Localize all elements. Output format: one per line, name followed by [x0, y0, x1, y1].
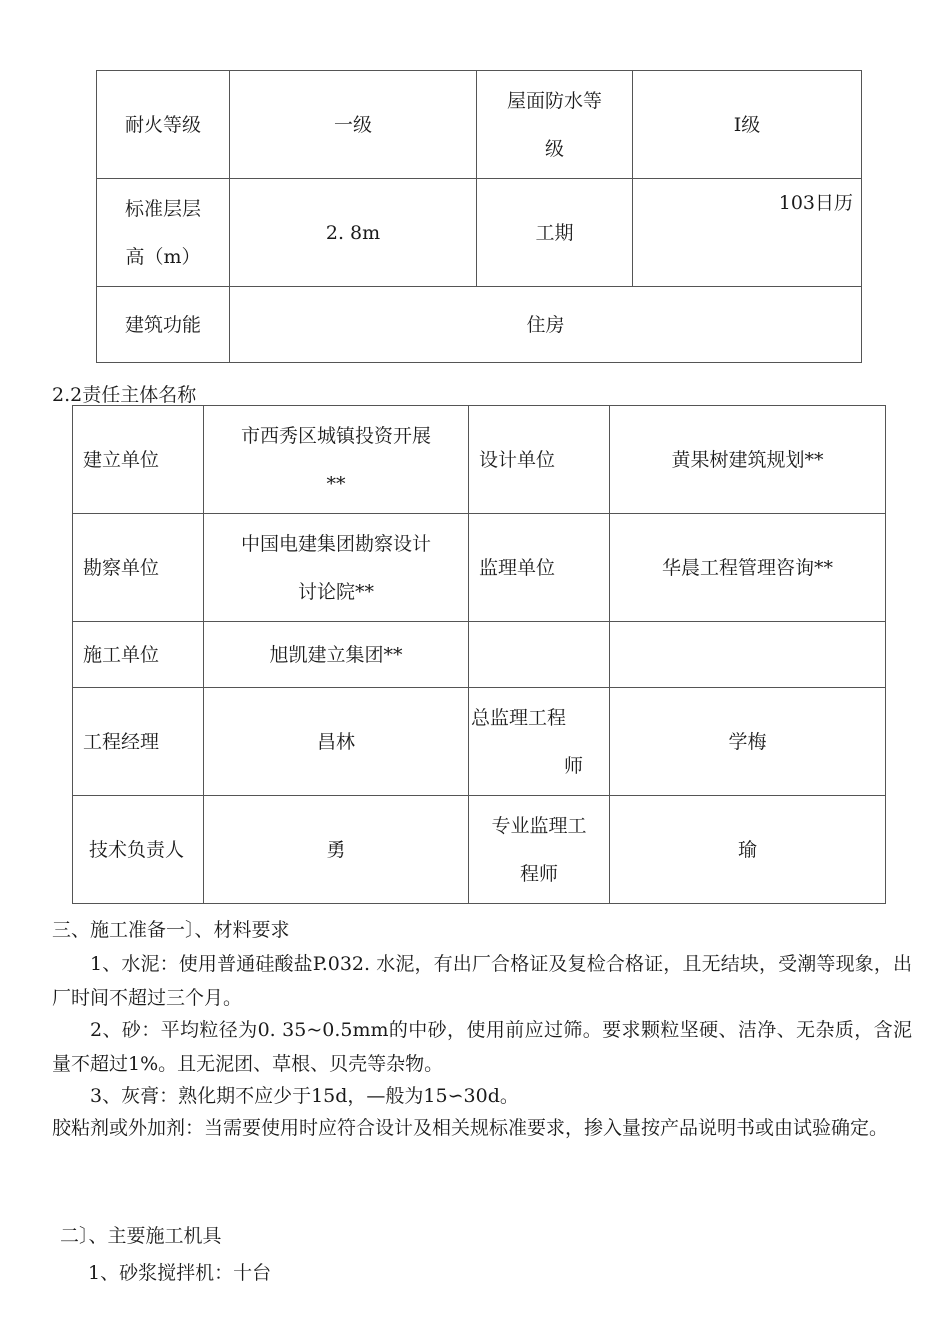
- table-cell: 瑜: [610, 796, 886, 904]
- responsible-parties-table: [72, 405, 886, 904]
- table-row: [73, 622, 886, 688]
- table-row: [73, 406, 886, 514]
- table-cell: 施工单位: [73, 622, 204, 688]
- table-cell: 技术负责人: [73, 796, 204, 904]
- cell-line: 屋面防水等: [506, 89, 602, 112]
- table-cell: 住房: [230, 287, 862, 363]
- table-cell: [204, 406, 469, 514]
- table-row: [73, 688, 886, 796]
- cell-line: 师: [563, 754, 583, 777]
- table-cell: 耐火等级: [97, 71, 230, 179]
- cell-line: 专业监理工: [491, 814, 587, 837]
- building-info-table: [96, 70, 862, 363]
- section-heading: 2.2责任主体名称: [52, 384, 197, 406]
- table-cell: 工期: [477, 179, 633, 287]
- table-row: [73, 514, 886, 622]
- table-row: [97, 287, 862, 363]
- table-cell: [469, 688, 610, 796]
- table-row: [97, 179, 862, 287]
- table-cell: Ⅰ级: [633, 71, 862, 179]
- table-cell: 勇: [204, 796, 469, 904]
- table-cell: [204, 514, 469, 622]
- paragraph: 胶粘剂或外加剂：当需要使用时应符合设计及相关规标准要求，掺入量按产品说明书或由试验确定。: [52, 1117, 889, 1139]
- cell-line: 市西秀区城镇投资开展: [240, 424, 431, 447]
- table-cell: [469, 796, 610, 904]
- table-cell: 建筑功能: [97, 287, 230, 363]
- table-cell: 工程经理: [73, 688, 204, 796]
- table-cell: 103日历: [633, 179, 862, 287]
- table-cell: [610, 622, 886, 688]
- cell-line: 标准层层: [124, 197, 201, 220]
- table-cell: 2. 8m: [230, 179, 477, 287]
- table-cell: [97, 179, 230, 287]
- table-cell: 黄果树建筑规划**: [610, 406, 886, 514]
- table-cell: 勘察单位: [73, 514, 204, 622]
- table-cell: 设计单位: [469, 406, 610, 514]
- table-cell: [477, 71, 633, 179]
- cell-line: 总监理工程: [471, 706, 567, 729]
- paragraph: 3、灰膏：熟化期不应少于15d，—般为15∽30d。: [90, 1085, 519, 1107]
- table-cell: [469, 622, 610, 688]
- list-item: 1、砂浆搅拌机：十台: [88, 1262, 272, 1284]
- section-heading: 三、施工准备一〕、材料要求: [52, 919, 290, 941]
- table-cell: 监理单位: [469, 514, 610, 622]
- table-cell: 华晨工程管理咨询**: [610, 514, 886, 622]
- table-cell: 昌林: [204, 688, 469, 796]
- paragraph: 1、水泥：使用普通硅酸盐P.032. 水泥，有出厂合格证及复检合格证，且无结块，受潮等现象，出厂时间不超过三个月。: [52, 953, 912, 1009]
- table-cell: 建立单位: [73, 406, 204, 514]
- table-cell: 旭凯建立集团**: [204, 622, 469, 688]
- cell-line: 级: [544, 137, 564, 160]
- section-heading: 二〕、主要施工机具: [60, 1225, 222, 1247]
- table-cell: 一级: [230, 71, 477, 179]
- table-cell: 学梅: [610, 688, 886, 796]
- cell-line: **: [326, 472, 346, 495]
- paragraph: 2、砂：平均粒径为0. 35~0.5mm的中砂，使用前应过筛。要求颗粒坚硬、洁净、无杂质，含泥量不超过1%。且无泥团、草根、贝壳等杂物。: [52, 1019, 912, 1075]
- table-row: [97, 71, 862, 179]
- cell-line: 程师: [519, 862, 558, 885]
- cell-line: 高（m）: [125, 245, 201, 268]
- table-row: [73, 796, 886, 904]
- cell-line: 讨论院**: [297, 580, 374, 603]
- cell-line: 中国电建集团勘察设计: [240, 532, 431, 555]
